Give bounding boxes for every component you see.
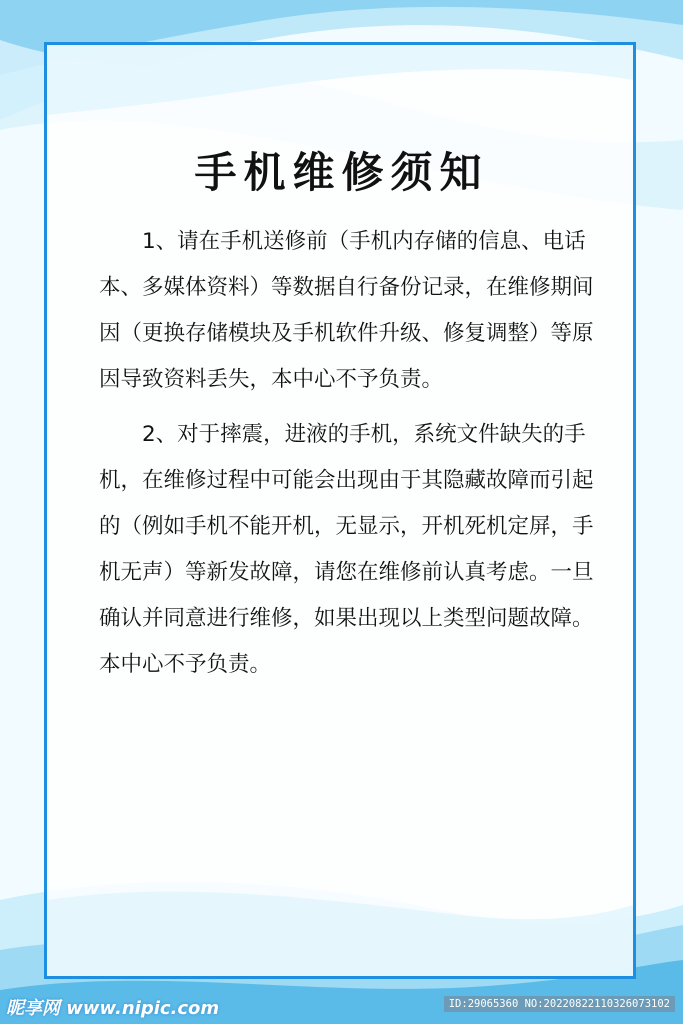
notice-paragraph-1: 1、请在手机送修前（手机内存储的信息、电话本、多媒体资料）等数据自行备份记录，在维修期间因（更换存储模块及手机软件升级、修复调整）等原因导致资料丢失，本中心不予负责。	[99, 229, 594, 392]
notice-paragraph-2: 2、对于摔震，进液的手机，系统文件缺失的手机，在维修过程中可能会出现由于其隐藏故障而引起的（例如手机不能开机，无显示，开机死机定屏，手机无声）等新发故障，请您在维修前认真考虑。一旦确认并同意进行维修，如果出现以上类型问题故障。本中心不予负责。	[99, 422, 594, 677]
watermark-id: ID:29065360 NO:20220822110326073102	[444, 996, 675, 1012]
notice-content	[99, 219, 599, 697]
notice-title: 手机维修须知	[194, 148, 489, 197]
watermark-site: 昵享网 www.nipic.com	[6, 998, 220, 1019]
